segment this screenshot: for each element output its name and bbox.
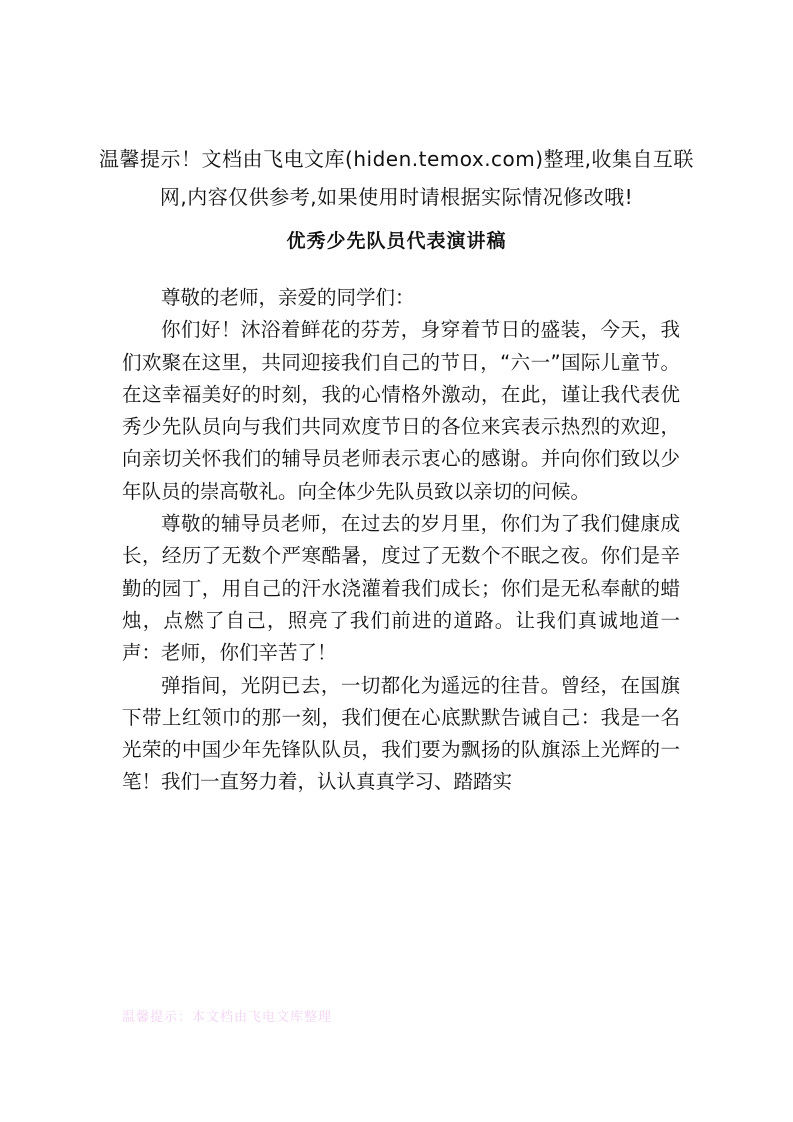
body-paragraph: 你们好！沐浴着鲜花的芬芳，身穿着节日的盛装，今天，我们欢聚在这里，共同迎接我们自己的节日，“六一”国际儿童节。在这幸福美好的时刻，我的心情格外激动，在此，谨让我代表优秀少先队员向与我们共同欢度节日的各位来宾表示热烈的欢迎，向亲切关怀我们的辅导员老师表示衷心的感谢。并向你们致以少年队员的崇高敬礼。向全体少先队员致以亲切的问候。	[122, 318, 680, 503]
faint-watermark-text: 温馨提示：本文档由飞电文库整理	[122, 1010, 333, 1025]
download-notice: 温馨提示！文档由飞电文库(hiden.temox.com)整理,收集自互联网,内容仅供参考,如果使用时请根据实际情况修改哦!	[99, 147, 694, 209]
body-paragraph: 弹指间，光阴已去，一切都化为遥远的往昔。曾经，在国旗下带上红领巾的那一刻，我们便在心底默默告诫自己：我是一名光荣的中国少年先锋队队员，我们要为飘扬的队旗添上光辉的一笔！我们一直努力着，认认真真学习、踏踏实	[122, 673, 680, 794]
body-paragraph: 尊敬的辅导员老师，在过去的岁月里，你们为了我们健康成长，经历了无数个严寒酷暑，度过了无数个不眠之夜。你们是辛勤的园丁，用自己的汗水浇灌着我们成长；你们是无私奉献的蜡烛，点燃了自己，照亮了我们前进的道路。让我们真诚地道一声：老师，你们辛苦了！	[122, 512, 680, 665]
document-body	[122, 282, 680, 799]
document-title: 优秀少先队员代表演讲稿	[286, 230, 507, 252]
greeting-paragraph: 尊敬的老师，亲爱的同学们：	[161, 286, 415, 309]
